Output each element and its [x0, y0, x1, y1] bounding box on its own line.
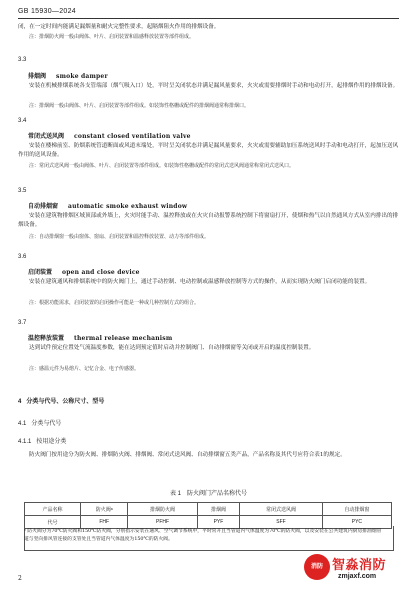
clause-number: 4.1.1 — [18, 439, 32, 445]
term-en: open and close device — [62, 269, 140, 276]
table-cell: 常闭式送风阀 — [240, 503, 323, 516]
term-en: thermal release mechanism — [74, 335, 173, 342]
clause-3-5-number: 3.5 — [18, 188, 27, 194]
term-en: smoke damper — [56, 73, 108, 80]
term-zh: 温控释放装置 — [28, 335, 65, 342]
table-cell: 代号 — [25, 516, 81, 529]
continued-paragraph: 闭，在一定时间内能满足漏烟量和耐火完整性要求，起隔烟阻火作用的排烟设备。 — [18, 24, 220, 30]
clause-3-4-number: 3.4 — [18, 118, 27, 124]
table-cell: 自动排烟窗 — [322, 503, 391, 516]
clause-3-4-term — [28, 131, 191, 140]
clause-3-6-number: 3.6 — [18, 254, 27, 260]
table-cell: 排烟阀 — [197, 503, 240, 516]
table-1-footnote: ᵃ 防火阀分为70℃防火阀和150℃防火阀，分别指示安装在通风、空气调节系统中，平时常开且当管道内气体温度为70℃的防火阀，以及安装在公共建筑内厨房排油烟管道与竖向排风管连接的支管处且当管道内气体温度为150℃的防火阀。 — [24, 529, 382, 542]
clause-3-7-body: 达到试件预定位置处气流温度参数，能在达到预定值时启动并控制阀门、自动排烟窗等关闭或开启的温度控制装置。 — [29, 345, 315, 351]
table-cell: SFF — [240, 516, 323, 529]
table-cell: 排烟防火阀 — [128, 503, 197, 516]
header-rule — [18, 18, 399, 19]
term-en: constant closed ventilation valve — [74, 133, 191, 140]
term-zh: 常闭式送风阀 — [28, 133, 65, 140]
clause-3-7-term — [28, 333, 172, 342]
clause-4-1-heading — [18, 418, 61, 427]
clause-3-3-number: 3.3 — [18, 57, 27, 63]
chapter-number: 4 — [18, 399, 22, 405]
table-header-row — [25, 503, 392, 516]
table-cell: FHF — [80, 516, 128, 529]
clause-3-6-note: 注：根据功能需求，启闭装置的启闭操作可能是一种或几种控制方式的组合。 — [29, 300, 200, 306]
watermark-url: zmjaxf.com — [338, 573, 377, 580]
table-cell: 防火阀ᵃ — [80, 503, 128, 516]
clause-3-5-term — [28, 201, 187, 210]
clause-title: 分类与代号 — [31, 421, 62, 427]
clause-number: 4.1 — [18, 421, 27, 427]
fire-badge-icon: 消防 — [304, 554, 330, 580]
clause-3-7-note: 注：感温元件为易熔片、记忆合金、电子传感器。 — [29, 366, 140, 372]
clause-3-5-note: 注：自动排烟窗一般由窗体、窗扇、启闭装置和温控释放装置、动力等部件组成。 — [29, 234, 210, 240]
clause-3-3-body: 安装在机械排烟系统各支管端部（烟气吸入口）处，平时呈关闭状态并满足漏风量要求，火灾或需要排烟时手动和电动打开，起排烟作用的排烟设备。 — [29, 83, 399, 89]
clause-3-4-body: 安装在楼梯前室、防烟系统管道断面或风道末端处，平时呈关闭状态并满足漏风量要求，火灾或需要辅助加压系统送风时手动和电动打开，起加压送风作用的送风设备。 — [18, 143, 399, 158]
page-number: 2 — [18, 575, 22, 582]
clause-3-3-term — [28, 71, 108, 80]
clause-3-4-note: 注：常闭式送风阀一般由阀体、叶片、启闭装置等部件组成。如装饰性格栅或配件的常闭式送风阀通常称常闭式送风口。 — [29, 163, 295, 169]
chapter-4-heading — [18, 396, 104, 405]
clause-3-6-body: 安装在建筑通风和排烟系统中的防火阀门上，通过手动控制、电动控制或温感释放控制等方式的操作，从而实现防火阀门启闭功能的装置。 — [29, 279, 371, 285]
term-zh: 排烟阀 — [28, 73, 47, 80]
clause-3-7-number: 3.7 — [18, 320, 27, 326]
watermark-title: 智淼消防 — [332, 557, 387, 572]
clause-3-5-body: 安装在建筑物排烟区域顶部或外墙上，火灾时能手动、温控释放或在火灾自动报警系统控制下将窗扇打开，使烟和热气以自然通风方式从室内排出的排烟设备。 — [18, 213, 399, 228]
clause-3-3-note: 注：排烟阀一般由阀体、叶片、启闭装置等部件组成。如装饰性格栅或配件的排烟阀通常称排烟口。 — [29, 103, 250, 109]
clause-3-6-term — [28, 267, 140, 276]
clause-4-1-1-body: 防火阀门按用途分为防火阀、排烟防火阀、排烟阀、常闭式送风阀、自动排烟窗五类产品，产品名称及其代号应符合表1的规定。 — [29, 452, 346, 458]
table-cell: PYF — [197, 516, 240, 529]
table-1 — [24, 502, 392, 529]
table-cell: 产品名称 — [25, 503, 81, 516]
clause-4-1-1-heading — [18, 436, 66, 445]
term-zh: 自动排烟窗 — [28, 203, 59, 210]
table-cell: PFHF — [128, 516, 197, 529]
chapter-title: 分类与代号、公称尺寸、型号 — [26, 399, 105, 405]
table-cell: PYC — [322, 516, 391, 529]
note-3-2: 注：排烟防火阀一般由阀体、叶片、启闭装置和温感释放装置等部件组成。 — [29, 34, 195, 40]
term-zh: 启闭装置 — [28, 269, 53, 276]
table-1-title: 表 1 防火阀门产品名称代号 — [169, 491, 247, 497]
watermark-logo — [304, 552, 404, 588]
term-en: automatic smoke exhaust window — [68, 203, 188, 210]
standard-number: GB 15930—2024 — [18, 8, 76, 15]
clause-title: 按用途分类 — [36, 439, 67, 445]
